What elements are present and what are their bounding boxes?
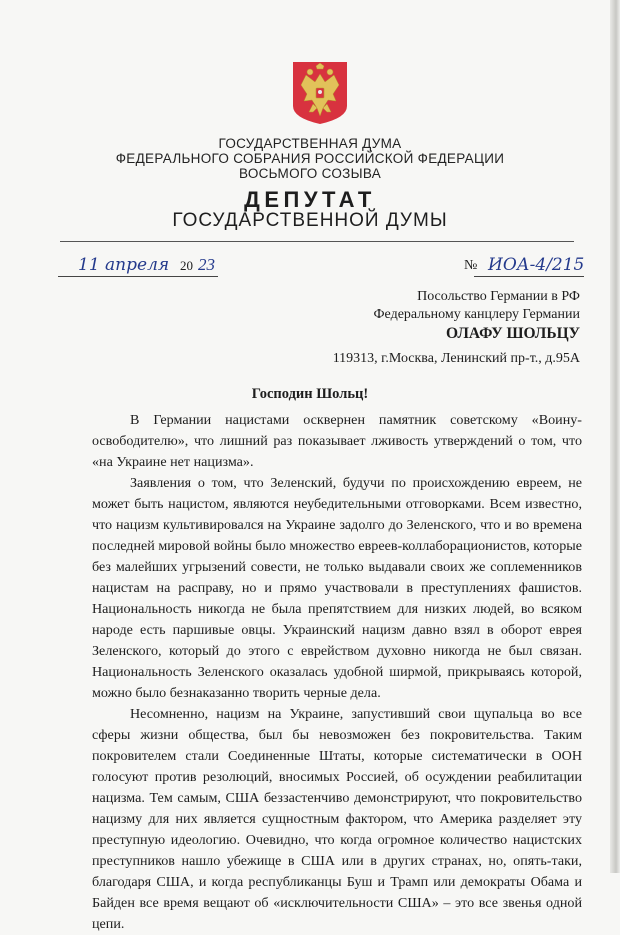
addressee-address: 119313, г.Москва, Ленинский пр-т., д.95А xyxy=(332,351,580,366)
page-edge-shadow xyxy=(610,0,620,873)
org-line-1: ГОСУДАРСТВЕННАЯ ДУМА xyxy=(218,136,402,151)
paragraph: В Германии нацистами осквернен памятник советскому «Воину-освободителю», что лишний раз показывает лживость утверждений о том, что «на Украине нет нацизма». xyxy=(92,412,582,470)
deputy-subtitle: ГОСУДАРСТВЕННОЙ ДУМЫ xyxy=(172,210,448,231)
date-year-handwritten: 23 xyxy=(198,255,215,274)
number-handwritten: ИОА-4/215 xyxy=(488,255,585,275)
letter-body xyxy=(92,410,582,935)
salutation: Господин Шольц! xyxy=(251,386,369,402)
date-underline xyxy=(58,276,218,277)
number-symbol: № xyxy=(464,258,478,273)
org-line-2: ФЕДЕРАЛЬНОГО СОБРАНИЯ РОССИЙСКОЙ ФЕДЕРАЦИИ xyxy=(115,151,505,166)
addressee-line-1: Посольство Германии в РФ xyxy=(417,289,580,304)
letterhead-divider xyxy=(60,241,574,242)
addressee-line-2: Федеральному канцлеру Германии xyxy=(373,307,580,322)
paragraph: Несомненно, нацизм на Украине, запустивший свои щупальца во все сферы жизни общества, был бы невозможен без покровительства. Таким покровителем стали Соединенные Штаты, которые систематически в ООН голосуют против резолюций, вносимых Россией, об осуждении реабилитации нацизма. Тем самым, США беззастенчиво демонстрируют, что покровительство нацизму для них является сущностным фактором, что Америка разделяет эту преступную идеологию. Очевидно, что когда огромное количество нацистских преступников нашло убежище в США или в других странах, но, опять-таки, благодаря США, и когда республиканцы Буш и Трамп или демократы Обама и Байден все время вещают об «исключительности США» – это все звенья одной цепи. xyxy=(92,706,582,932)
date-handwritten: 11 апреля xyxy=(78,255,170,275)
date-printed-prefix: 20 xyxy=(180,258,193,273)
number-underline xyxy=(474,276,584,277)
double-headed-eagle-emblem-icon xyxy=(291,60,349,126)
org-line-3: ВОСЬМОГО СОЗЫВА xyxy=(238,166,382,181)
paragraph: Заявления о том, что Зеленский, будучи по происхождению евреем, не может быть нацистом, являются неубедительными отговорками. Всем известно, что нацизм культивировался на Украине задолго до Зеленского, что и во времена последней мировой войны было множество евреев-коллаборационистов, которые без малейших угрызений совести, не только выдавали своих же соплеменников нацистам на расправу, но и прямо участвовали в преступлениях фашистов. Национальность никогда не была препятствием для низких людей, во всяком народе есть паршивые овцы. Украинский нацизм давно взял в оборот еврея Зеленского, который до этого с еврейством духовно никогда не был связан. Национальность Зеленского оказалась удобной ширмой, прикрываясь которой, можно было безнаказанно творить черные дела. xyxy=(92,475,582,701)
deputy-title: ДЕПУТАТ xyxy=(244,187,376,212)
addressee-name: ОЛАФУ ШОЛЬЦУ xyxy=(446,325,580,342)
